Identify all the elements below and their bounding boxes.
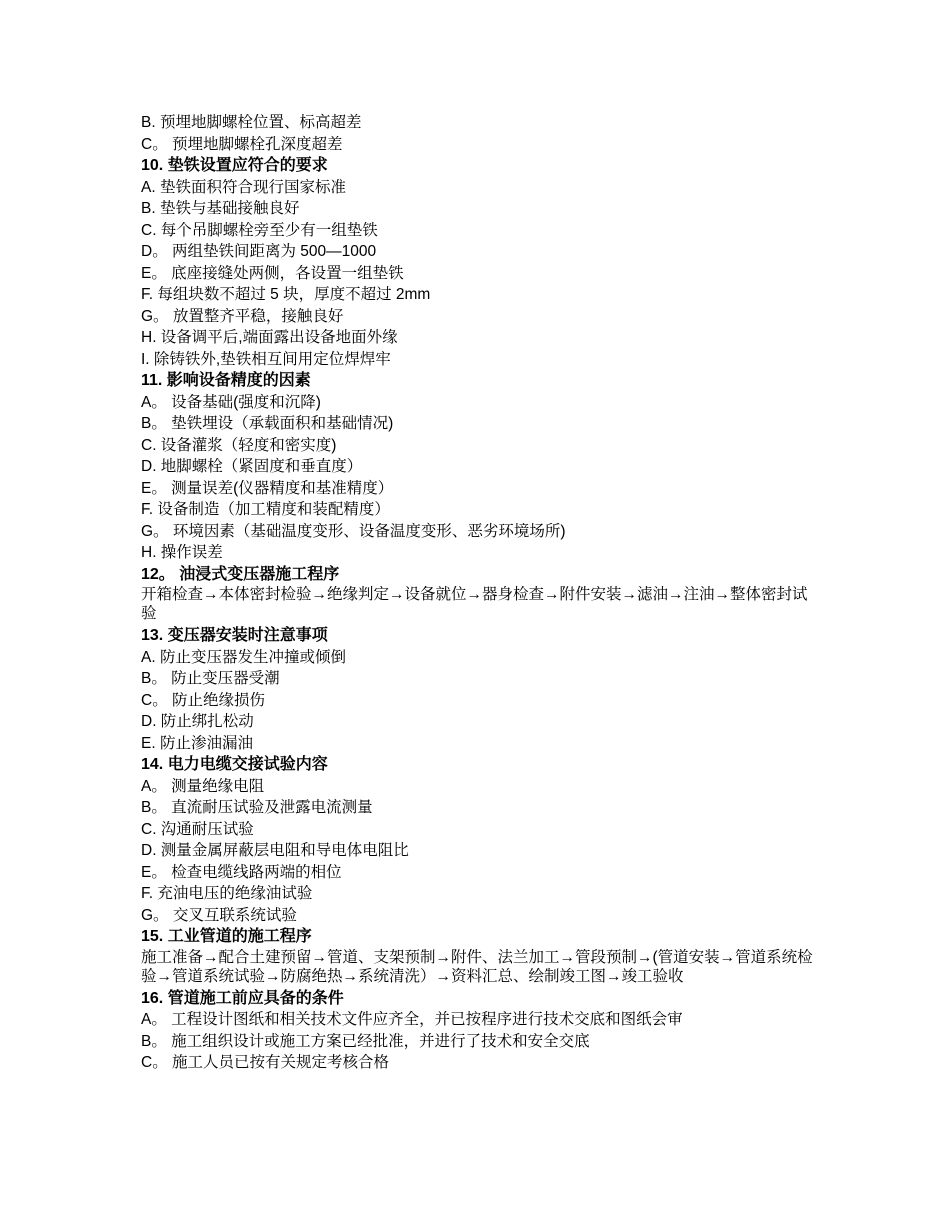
document-page — [141, 112, 821, 1074]
section-heading: 16. 管道施工前应具备的条件 — [141, 989, 344, 1007]
list-item: D. 测量金属屏蔽层电阻和导电体电阻比 — [141, 842, 409, 859]
list-item: B。 垫铁埋设（承载面积和基础情况) — [141, 415, 394, 432]
list-item: F. 充油电压的绝缘油试验 — [141, 885, 313, 902]
list-item: H. 操作误差 — [141, 544, 223, 561]
section-heading: 13. 变压器安装时注意事项 — [141, 627, 328, 644]
list-item: B。 施工组织设计或施工方案已经批准，并进行了技术和安全交底 — [141, 1032, 590, 1050]
section-heading: 10. 垫铁设置应符合的要求 — [141, 157, 328, 174]
list-item: I. 除铸铁外,垫铁相互间用定位焊焊牢 — [141, 350, 391, 368]
section-heading: 12。 油浸式变压器施工程序 — [141, 565, 340, 583]
list-item: G。 放置整齐平稳，接触良好 — [141, 307, 344, 325]
list-item: B。 防止变压器受潮 — [141, 670, 280, 687]
list-item: D. 地脚螺栓（紧固度和垂直度） — [141, 458, 363, 475]
section-heading: 11. 影响设备精度的因素 — [141, 372, 311, 389]
list-item: A. 垫铁面积符合现行国家标准 — [141, 178, 346, 196]
list-item: E。 检查电缆线路两端的相位 — [141, 863, 342, 881]
list-item: A。 设备基础(强度和沉降) — [141, 393, 321, 411]
procedure-paragraph: 开箱检查→本体密封检验→绝缘判定→设备就位→器身检查→附件安装→滤油→注油→整体密封试验 — [141, 586, 808, 622]
list-item: C. 每个吊脚螺栓旁至少有一组垫铁 — [141, 221, 378, 239]
list-item: B. 垫铁与基础接触良好 — [141, 200, 300, 217]
section-heading: 15. 工业管道的施工程序 — [141, 928, 312, 945]
list-item: A。 工程设计图纸和相关技术文件应齐全，并已按程序进行技术交底和图纸会审 — [141, 1011, 683, 1028]
list-item: F. 每组块数不超过 5 块，厚度不超过 2mm — [141, 286, 431, 303]
list-item: D。 两组垫铁间距离为 500—1000 — [141, 243, 377, 260]
section-heading: 14. 电力电缆交接试验内容 — [141, 756, 328, 773]
list-item: C。 防止绝缘损伤 — [141, 691, 266, 709]
list-item: E. 防止渗油漏油 — [141, 734, 253, 752]
list-item: A. 防止变压器发生冲撞或倾倒 — [141, 648, 346, 666]
list-item: A。 测量绝缘电阻 — [141, 777, 265, 795]
list-item: G。 环境因素（基础温度变形、设备温度变形、恶劣环境场所) — [141, 522, 566, 540]
list-item: H. 设备调平后,端面露出设备地面外缘 — [141, 329, 398, 346]
list-item: B。 直流耐压试验及泄露电流测量 — [141, 799, 373, 816]
list-item: C. 沟通耐压试验 — [141, 820, 254, 838]
list-item: C。 施工人员已按有关规定考核合格 — [141, 1054, 390, 1071]
list-item: G。 交叉互联系统试验 — [141, 906, 297, 924]
list-item: C. 设备灌浆（轻度和密实度) — [141, 436, 337, 454]
list-item: E。 底座接缝处两侧，各设置一组垫铁 — [141, 264, 404, 282]
procedure-paragraph: 施工准备→配合土建预留→管道、支架预制→附件、法兰加工→管段预制→(管道安装→管道系统检验→管道系统试验→防腐绝热→系统清洗）→资料汇总、绘制竣工图→竣工验收 — [141, 948, 813, 985]
list-item: D. 防止绑扎松动 — [141, 713, 254, 730]
list-item: F. 设备制造（加工精度和装配精度） — [141, 501, 390, 518]
list-item: C。 预埋地脚螺栓孔深度超差 — [141, 135, 343, 153]
list-item: E。 测量误差(仪器精度和基准精度） — [141, 479, 394, 497]
list-item: B. 预埋地脚螺栓位置、标高超差 — [141, 114, 362, 131]
